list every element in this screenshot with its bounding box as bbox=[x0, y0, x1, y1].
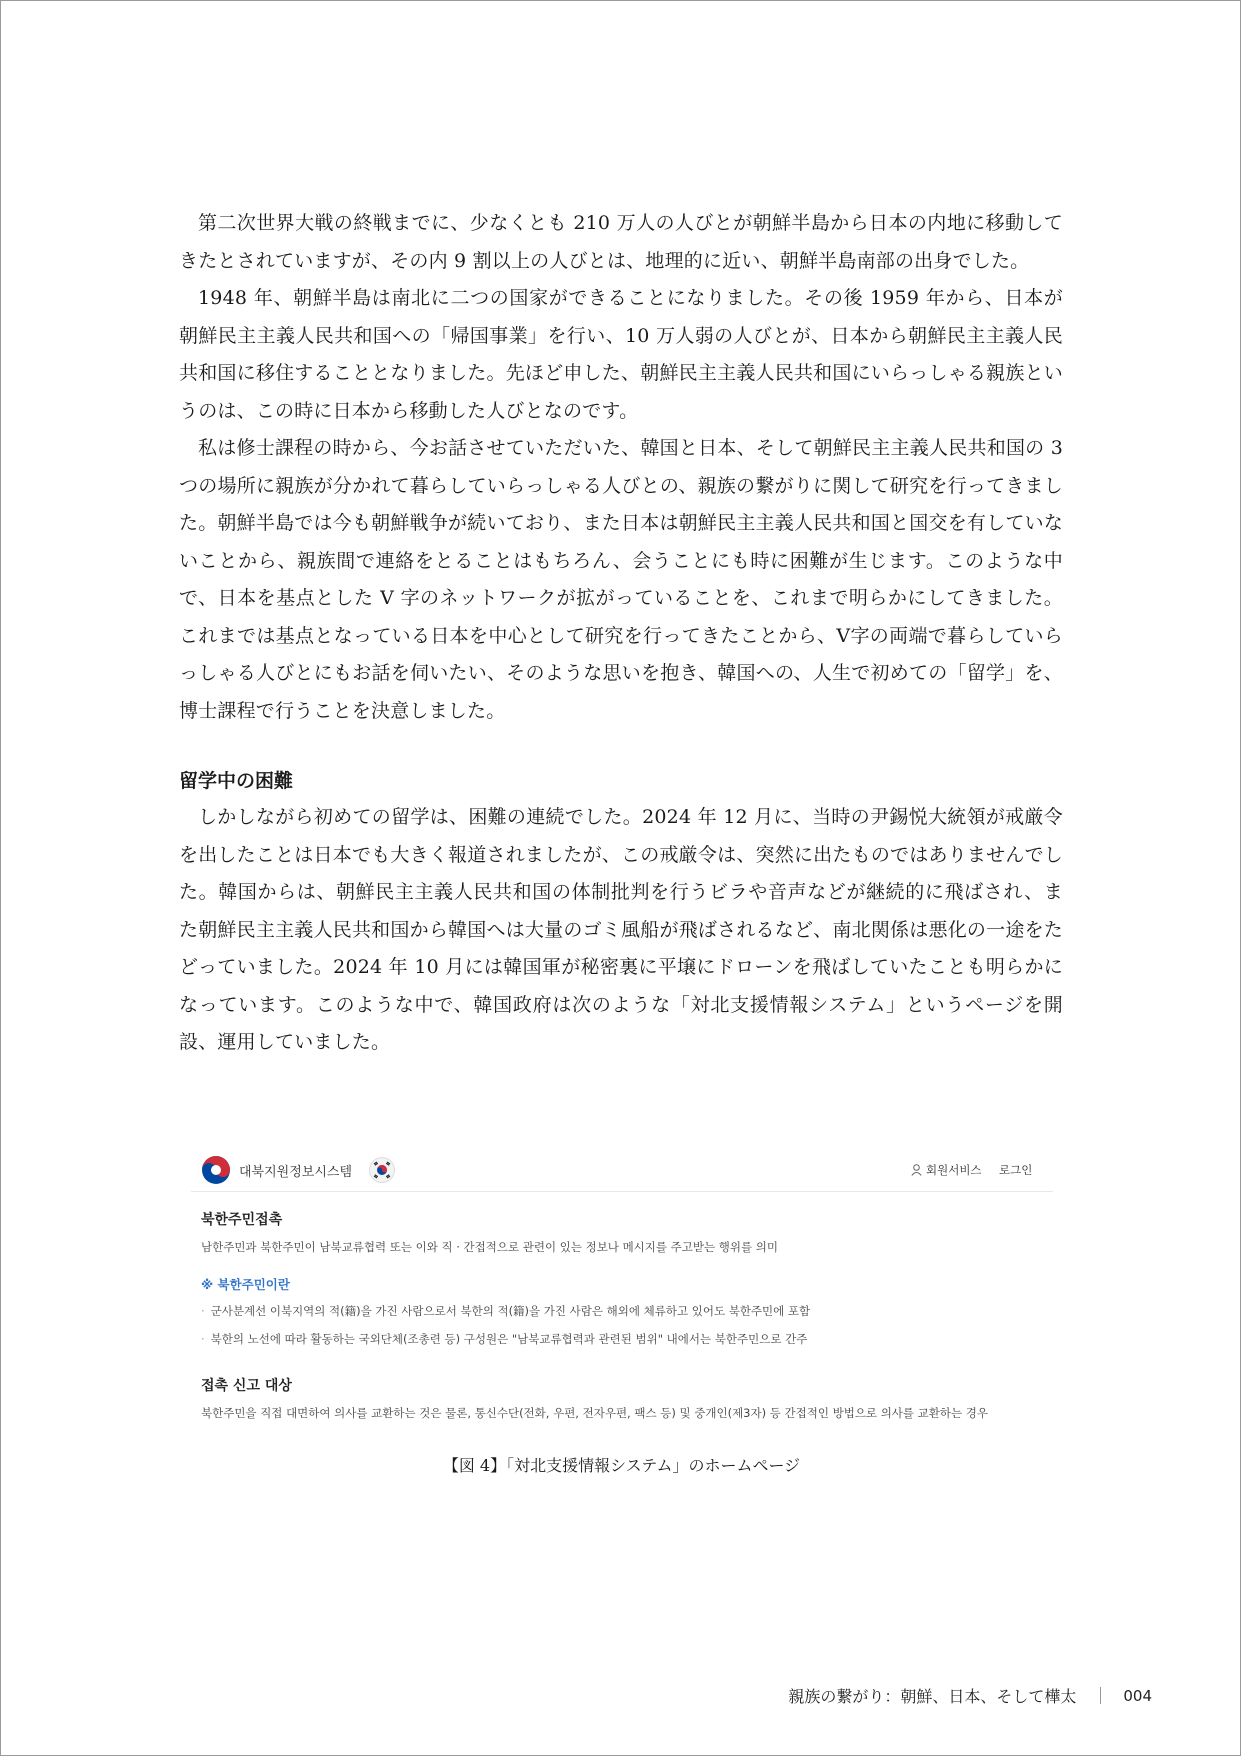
paragraph-1: 第二次世界大戦の終戦までに、少なくとも 210 万人の人びとが朝鮮半島から日本の内地に移動してきたとされていますが、その内 9 割以上の人びとは、地理的に近い、朝鮮半島南部の出身でした。 bbox=[179, 212, 1063, 272]
figure-description-1: 남한주민과 북한주민이 남북교류협력 또는 이와 직 · 간접적으로 관련이 있는 정보나 메시지를 주고받는 행위를 의미 bbox=[201, 1240, 778, 1254]
paragraph-4: しかしながら初めての留学は、困難の連続でした。2024 年 12 月に、当時の尹錫悦大統領が戒厳令を出したことは日本でも大きく報道されましたが、この戒厳令は、突然に出たものではありませんでした。韓国からは、朝鮮民主主義人民共和国の体制批判を行うビラや音声などが継続的に飛ばされ、また朝鮮民主主義人民共和国から韓国へは大量のゴミ風船が飛ばされるなど、南北関係は悪化の一途をたどっていました。2024 年 10 月には韓国軍が秘密裏に平壌にドローンを飛ばしていたことも明らかになっています。このような中で、韓国政府は次のような「対北支援情報システム」というページを開設、運用していました。 bbox=[179, 806, 1063, 1053]
figure-bullet-1 bbox=[201, 1303, 810, 1319]
site-title: 대북지원정보시스템 bbox=[239, 1165, 353, 1180]
login-link[interactable]: 로그인 bbox=[999, 1163, 1033, 1177]
figure-bullet-2-text: 북한의 노선에 따라 활동하는 국외단체(조총련 등) 구성원은 "남북교류협력과 관련된 범위" 내에서는 북한주민으로 간주 bbox=[210, 1332, 808, 1346]
user-icon bbox=[911, 1164, 922, 1176]
embedded-screenshot-figure bbox=[191, 1139, 1053, 1424]
footer-divider bbox=[1100, 1687, 1101, 1704]
figure-description-2: 북한주민을 직접 대면하여 의사를 교환하는 것은 물론, 통신수단(전화, 우편, 전자우편, 팩스 등) 및 중개인(제3자) 등 간접적인 방법으로 의사를 교환하는 경우 bbox=[201, 1406, 988, 1420]
figure-subheading: ※ 북한주민이란 bbox=[201, 1277, 290, 1292]
bullet-dot-icon: · bbox=[201, 1304, 205, 1318]
figure-bullet-1-text: 군사분계선 이북지역의 적(籍)을 가진 사람으로서 북한의 적(籍)을 가진 사람은 해외에 체류하고 있어도 북한주민에 포함 bbox=[210, 1304, 811, 1318]
member-service-label: 회원서비스 bbox=[926, 1163, 982, 1177]
paragraph-3: 私は修士課程の時から、今お話させていただいた、韓国と日本、そして朝鮮民主主義人民共和国の 3 つの場所に親族が分かれて暮らしていらっしゃる人びとの、親族の繋がりに関して研究を行ってきました。朝鮮半島では今も朝鮮戦争が続いており、また日本は朝鮮民主主義人民共和国と国交を有していないことから、親族間で連絡をとることはもちろん、会うことにも時に困難が生じます。このような中で、日本を基点とした V 字のネットワークが拡がっていることを、これまで明らかにしてきました。これまでは基点となっている日本を中心として研究を行ってきたことから、V字の両端で暮らしていらっしゃる人びとにもお話を伺いたい、そのような思いを抱き、韓国への、人生で初めての「留学」を、博士課程で行うことを決意しました。 bbox=[179, 437, 1063, 722]
member-service-link[interactable] bbox=[911, 1162, 982, 1178]
figure-heading-report: 접촉 신고 대상 bbox=[201, 1378, 292, 1394]
body-text bbox=[179, 205, 1063, 1062]
figure-caption: 【図 4】「対北支援情報システム」のホームページ bbox=[442, 1456, 801, 1475]
korean-government-emblem-icon bbox=[201, 1155, 231, 1185]
figure-heading-contact: 북한주민접촉 bbox=[201, 1212, 283, 1228]
section-heading: 留学中の困難 bbox=[179, 770, 294, 792]
paragraph-2: 1948 年、朝鮮半島は南北に二つの国家ができることになりました。その後 1959 年から、日本が朝鮮民主主義人民共和国への「帰国事業」を行い、10 万人弱の人びとが、日本から朝鮮民主主義人民共和国に移住することとなりました。先ほど申した、朝鮮民主主義人民共和国にいらっしゃる親族というのは、この時に日本から移動した人びとなのです。 bbox=[179, 287, 1063, 422]
running-title: 親族の繋がり：朝鮮、日本、そして樺太 bbox=[788, 1687, 1077, 1706]
figure-bullet-2 bbox=[201, 1331, 807, 1347]
site-header bbox=[191, 1139, 1053, 1192]
taegukgi-flag-icon bbox=[369, 1157, 395, 1183]
page-number: 004 bbox=[1123, 1686, 1152, 1705]
page-footer bbox=[788, 1684, 1152, 1707]
bullet-dot-icon: · bbox=[201, 1332, 205, 1346]
